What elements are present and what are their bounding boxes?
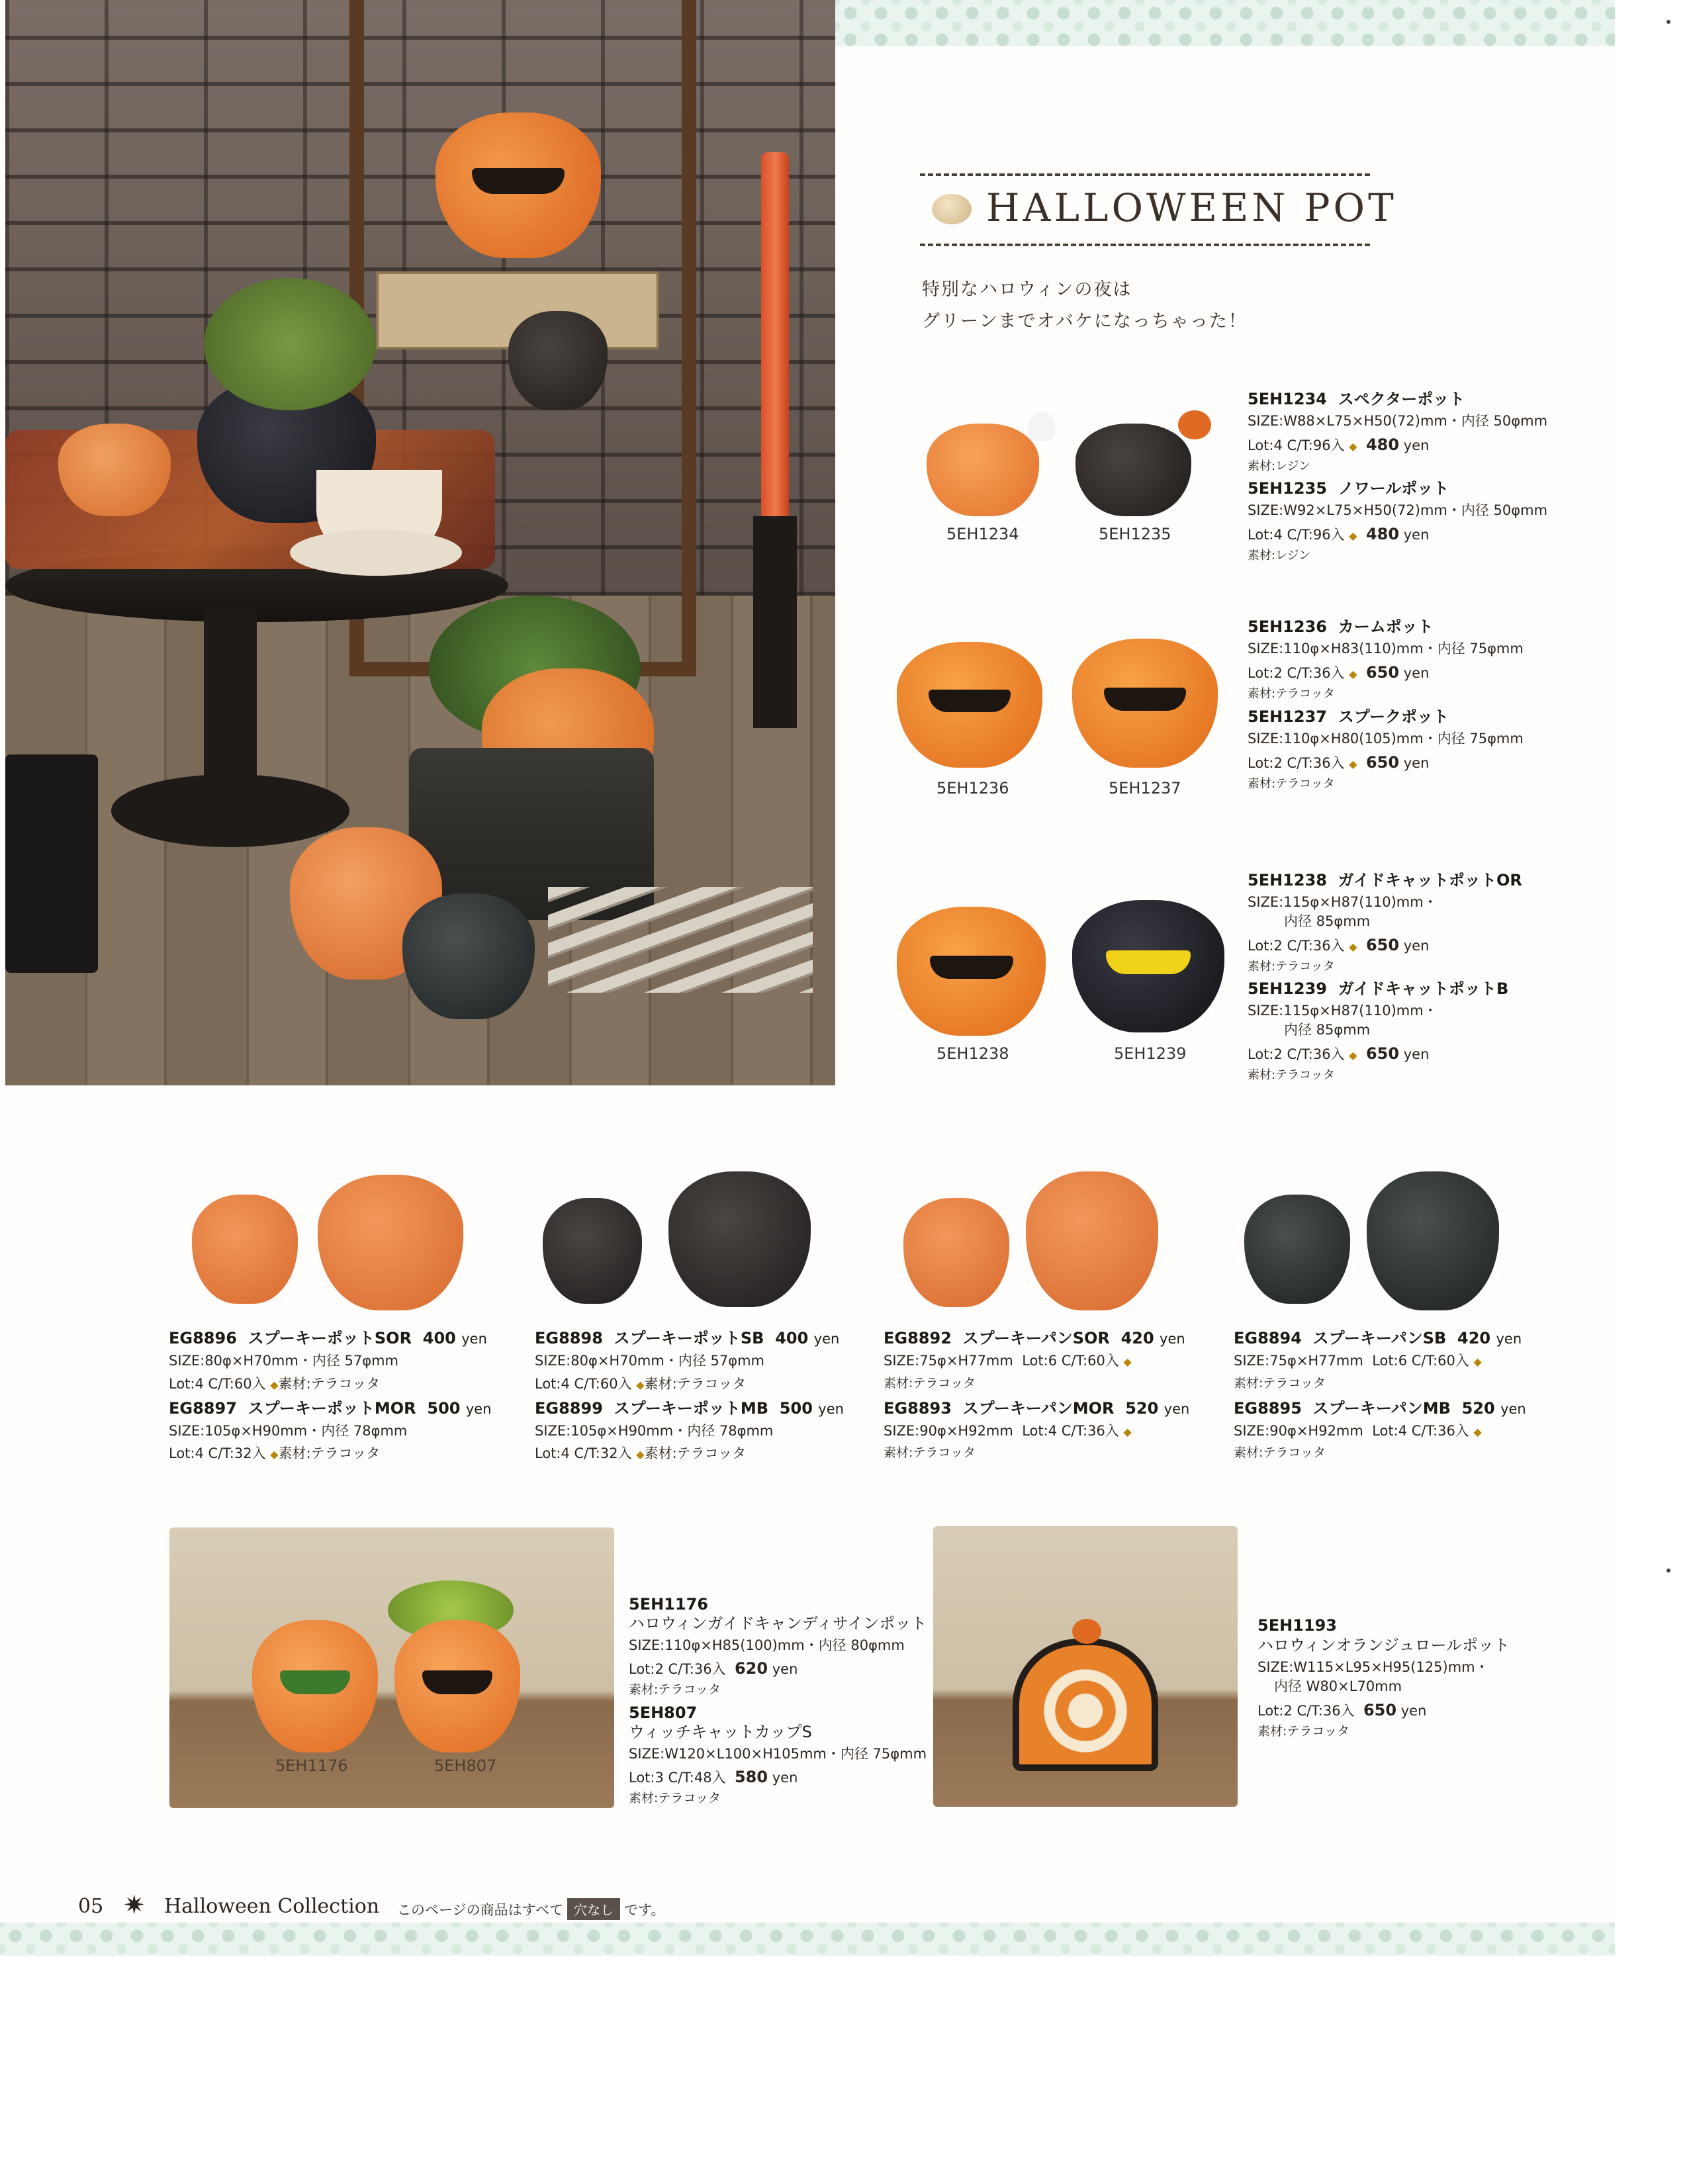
product-code-5EH1239: 5EH1239 ガイドキャットポットB	[1248, 979, 1509, 998]
product-size-5EH1193: SIZE:W115×L95×H95(125)mm・	[1257, 1659, 1489, 1675]
product-size-5EH1234: SIZE:W88×L75×H50(72)mm・内径 50φmm	[1248, 413, 1548, 429]
product-image-EG8893	[1026, 1171, 1158, 1310]
birch-sticks	[548, 887, 813, 993]
product-lot-5EH1193: Lot:2 C/T:36入 650 yen	[1257, 1701, 1427, 1719]
hero-photo	[5, 0, 835, 1085]
product-lot-5EH1236: Lot:2 C/T:36入 ◆ 650 yen	[1248, 663, 1430, 682]
product-size2-5EH1193: 内径 W80×L70mm	[1274, 1678, 1402, 1694]
collection-title: Halloween Collection	[164, 1895, 380, 1918]
product-code-EG8892: EG8892 スプーキーパンSOR 420 yen	[884, 1329, 1185, 1347]
subtitle-line-2: グリーンまでオバケになっちゃった！	[922, 311, 1248, 332]
pumpkin-pot-top	[435, 113, 601, 258]
product-size-5EH1176: SIZE:110φ×H85(100)mm・内径 80φmm	[629, 1637, 905, 1653]
product-size-5EH807: SIZE:W120×L100×H105mm・内径 75φmm	[629, 1746, 927, 1762]
product-lot-EG8896: Lot:4 C/T:60入 ◆素材:テラコッタ	[169, 1376, 381, 1392]
product-image-EG8895	[1367, 1171, 1499, 1310]
product-name-5EH1176: ハロウィンガイドキャンディサインポット	[629, 1614, 927, 1633]
caption-5EH1237: 5EH1237	[1109, 779, 1181, 797]
product-material-EG8895: 素材:テラコッタ	[1234, 1445, 1326, 1460]
pumpkin-icon	[932, 194, 972, 224]
product-code-5EH1236: 5EH1236 カームポット	[1248, 617, 1434, 636]
mini-pumpkin-topper	[1072, 1619, 1101, 1644]
product-size-EG8896: SIZE:80φ×H70mm・内径 57φmm	[169, 1353, 399, 1369]
product-material-5EH1239: 素材:テラコッタ	[1248, 1068, 1335, 1082]
saucer	[290, 529, 462, 576]
cake-stand-base	[111, 774, 349, 847]
product-material-5EH1238: 素材:テラコッタ	[1248, 960, 1335, 974]
product-image-5EH1238	[897, 907, 1046, 1036]
product-size-5EH1235: SIZE:W92×L75×H50(72)mm・内径 50φmm	[1248, 502, 1548, 518]
product-code-EG8893: EG8893 スプーキーパンMOR 520 yen	[884, 1399, 1190, 1418]
no-hole-badge: 穴なし	[567, 1898, 620, 1920]
footer-note-after: です。	[624, 1902, 665, 1918]
product-material-5EH1237: 素材:テラコッタ	[1248, 777, 1335, 791]
product-material-5EH1236: 素材:テラコッタ	[1248, 687, 1335, 701]
black-pot-berries	[508, 311, 608, 410]
photo-5EH1176-5EH807	[169, 1527, 614, 1808]
product-lot-5EH1239: Lot:2 C/T:36入 ◆ 650 yen	[1248, 1044, 1430, 1063]
product-code-EG8899: EG8899 スプーキーポットMB 500 yen	[535, 1399, 844, 1418]
title-rule-top	[920, 173, 1370, 176]
product-size2-5EH1238: 内径 85φmm	[1284, 913, 1371, 929]
product-material-5EH1193: 素材:テラコッタ	[1257, 1724, 1350, 1739]
product-lot-EG8898: Lot:4 C/T:60入 ◆素材:テラコッタ	[535, 1376, 747, 1392]
product-lot-5EH1235: Lot:4 C/T:96入 ◆ 480 yen	[1248, 525, 1430, 543]
product-material-5EH807: 素材:テラコッタ	[629, 1791, 721, 1805]
product-image-EG8898	[543, 1198, 642, 1304]
product-material-5EH1234: 素材:レジン	[1248, 459, 1311, 473]
product-image-5EH1193	[1013, 1639, 1158, 1771]
caption-5EH807: 5EH807	[434, 1756, 497, 1775]
page-title: HALLOWEEN POT	[986, 185, 1397, 230]
product-lot-5EH1238: Lot:2 C/T:36入 ◆ 650 yen	[1248, 936, 1430, 954]
product-name-5EH807: ウィッチキャットカップS	[629, 1723, 812, 1741]
small-pumpkin-pot	[58, 424, 171, 516]
ghost-figure	[1028, 412, 1055, 441]
product-lot-5EH1234: Lot:4 C/T:96入 ◆ 480 yen	[1248, 435, 1430, 454]
product-image-5EH1239	[1072, 900, 1224, 1032]
product-code-5EH1238: 5EH1238 ガイドキャットポットOR	[1248, 871, 1522, 889]
product-code-5EH1237: 5EH1237 スプークポット	[1248, 707, 1449, 726]
product-code-5EH807: 5EH807	[629, 1704, 698, 1722]
caption-5EH1236: 5EH1236	[936, 779, 1009, 797]
product-size-EG8892: SIZE:75φ×H77mm Lot:6 C/T:60入 ◆	[884, 1353, 1132, 1369]
plant-foliage	[204, 278, 376, 410]
product-code-5EH1235: 5EH1235 ノワールポット	[1248, 479, 1449, 498]
product-size-EG8894: SIZE:75φ×H77mm Lot:6 C/T:60入 ◆	[1234, 1353, 1482, 1369]
cake-stand-leg	[204, 609, 257, 801]
product-image-5EH1235	[1075, 424, 1191, 516]
product-lot-EG8899: Lot:4 C/T:32入 ◆素材:テラコッタ	[535, 1445, 747, 1461]
product-size-EG8893: SIZE:90φ×H92mm Lot:4 C/T:36入 ◆	[884, 1423, 1132, 1439]
product-code-EG8896: EG8896 スプーキーポットSOR 400 yen	[169, 1329, 487, 1347]
caption-5EH1238: 5EH1238	[936, 1044, 1009, 1063]
product-image-EG8899	[668, 1171, 811, 1307]
product-code-5EH1193: 5EH1193	[1257, 1616, 1337, 1635]
black-pumpkin-floor	[402, 893, 535, 1019]
product-lot-5EH807: Lot:3 C/T:48入 580 yen	[629, 1768, 798, 1786]
product-code-EG8898: EG8898 スプーキーポットSB 400 yen	[535, 1329, 840, 1347]
product-size-EG8895: SIZE:90φ×H92mm Lot:4 C/T:36入 ◆	[1234, 1423, 1482, 1439]
product-size-EG8897: SIZE:105φ×H90mm・内径 78φmm	[169, 1423, 408, 1439]
product-material-EG8894: 素材:テラコッタ	[1234, 1376, 1326, 1390]
product-code-EG8895: EG8895 スプーキーパンMB 520 yen	[1234, 1399, 1526, 1418]
product-image-EG8892	[903, 1198, 1009, 1307]
caption-5EH1234: 5EH1234	[946, 525, 1019, 543]
product-image-EG8894	[1244, 1195, 1350, 1304]
mini-pumpkin-figure	[1178, 410, 1211, 439]
product-code-EG8897: EG8897 スプーキーポットMOR 500 yen	[169, 1399, 492, 1418]
subtitle-line-1: 特別なハロウィンの夜は	[922, 279, 1132, 300]
photo-5EH1193	[933, 1526, 1238, 1807]
product-image-EG8897	[318, 1175, 463, 1310]
product-size-EG8898: SIZE:80φ×H70mm・内径 57φmm	[535, 1353, 765, 1369]
product-name-5EH1193: ハロウィンオランジュロールポット	[1257, 1636, 1510, 1655]
product-material-EG8892: 素材:テラコッタ	[884, 1376, 976, 1390]
product-size-5EH1236: SIZE:110φ×H83(110)mm・内径 75φmm	[1248, 641, 1524, 657]
product-size-EG8899: SIZE:105φ×H90mm・内径 78φmm	[535, 1423, 774, 1439]
product-code-5EH1234: 5EH1234 スペクターポット	[1248, 390, 1465, 408]
product-lot-EG8897: Lot:4 C/T:32入 ◆素材:テラコッタ	[169, 1445, 381, 1461]
product-size2-5EH1239: 内径 85φmm	[1284, 1022, 1371, 1038]
top-dot-band	[835, 0, 1615, 46]
product-material-EG8893: 素材:テラコッタ	[884, 1445, 976, 1460]
product-image-5EH807	[394, 1620, 520, 1752]
product-code-5EH1176: 5EH1176	[629, 1595, 708, 1614]
product-image-5EH1236	[897, 642, 1042, 768]
scan-mark	[1666, 20, 1670, 24]
product-size-5EH1237: SIZE:110φ×H80(105)mm・内径 75φmm	[1248, 731, 1524, 747]
lantern	[5, 754, 98, 973]
caption-5EH1235: 5EH1235	[1099, 525, 1171, 543]
product-image-5EH1237	[1072, 639, 1218, 768]
caption-5EH1176: 5EH1176	[275, 1756, 348, 1775]
product-image-5EH1234	[927, 424, 1039, 516]
title-rule-bottom	[920, 244, 1370, 246]
product-image-EG8896	[192, 1195, 298, 1304]
product-lot-5EH1237: Lot:2 C/T:36入 ◆ 650 yen	[1248, 753, 1430, 772]
footer-note	[397, 1898, 665, 1920]
product-lot-5EH1176: Lot:2 C/T:36入 620 yen	[629, 1659, 798, 1678]
product-code-EG8894: EG8894 スプーキーパンSB 420 yen	[1234, 1329, 1522, 1347]
candle-holder	[753, 516, 797, 728]
star-icon: ✷	[123, 1890, 146, 1921]
candle	[761, 152, 789, 523]
bottom-dot-band	[0, 1923, 1615, 1956]
product-image-5EH1176	[252, 1620, 378, 1752]
page-number: 05	[78, 1895, 104, 1918]
caption-5EH1239: 5EH1239	[1114, 1044, 1187, 1063]
product-material-5EH1235: 素材:レジン	[1248, 549, 1311, 563]
scan-mark	[1666, 1569, 1670, 1572]
product-material-5EH1176: 素材:テラコッタ	[629, 1682, 721, 1697]
product-size-5EH1238: SIZE:115φ×H87(110)mm・	[1248, 894, 1438, 910]
product-size-5EH1239: SIZE:115φ×H87(110)mm・	[1248, 1003, 1438, 1019]
footer-note-before: このページの商品はすべて	[397, 1902, 564, 1918]
